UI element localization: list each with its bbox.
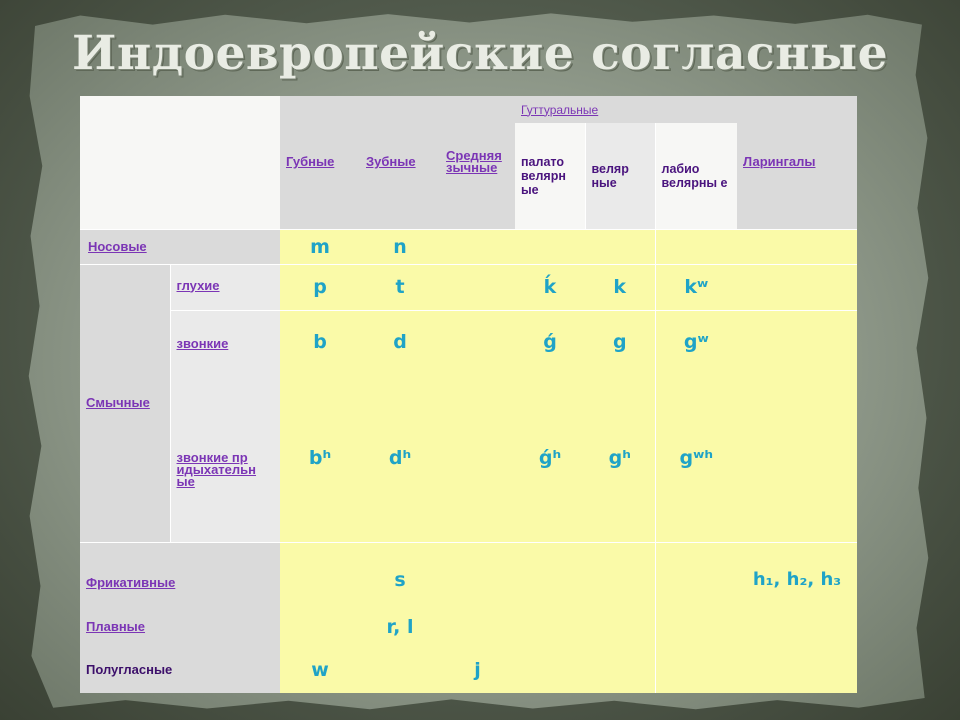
- header-labial[interactable]: Губные: [286, 154, 335, 170]
- header-guttural[interactable]: Гуттуральные: [521, 102, 599, 117]
- phoneme-cell: ḱ: [515, 264, 585, 310]
- phoneme-cell: dʰ: [360, 410, 440, 542]
- phoneme-cell: ǵ: [515, 310, 585, 410]
- consonant-table: [80, 96, 857, 693]
- header-palatovelar: палато велярн ые: [521, 154, 566, 197]
- row-label-aspirated[interactable]: звонкие пр идыхательн ые: [176, 450, 257, 489]
- phoneme-cell: gʷ: [655, 310, 737, 410]
- phoneme-cell: d: [360, 310, 440, 410]
- phoneme-cell: w: [280, 647, 360, 693]
- phoneme-cell: bʰ: [280, 410, 360, 542]
- phoneme-cell: ǵʰ: [515, 410, 585, 542]
- phoneme-cell: r, l: [360, 607, 440, 647]
- row-label-voiceless[interactable]: глухие: [176, 277, 220, 293]
- phoneme-cell: g: [585, 310, 655, 410]
- phoneme-cell: n: [360, 229, 440, 264]
- phoneme-cell: gʷʰ: [655, 410, 737, 542]
- phoneme-cell: t: [360, 264, 440, 310]
- row-label-voiced[interactable]: звонкие: [176, 335, 229, 351]
- phoneme-cell: gʰ: [585, 410, 655, 542]
- row-label-semivowel: Полугласные: [86, 662, 173, 677]
- row-label-liquid[interactable]: Плавные: [86, 619, 146, 634]
- phoneme-cell: b: [280, 310, 360, 410]
- phoneme-cell: p: [280, 264, 360, 310]
- row-label-fricative[interactable]: Фрикативные: [86, 575, 176, 591]
- corner-cell: [80, 96, 280, 229]
- slide-title: Индоевропейские согласные: [72, 26, 888, 81]
- header-dental[interactable]: Зубные: [366, 154, 416, 170]
- header-labiovelar: лабио велярны е: [661, 161, 728, 190]
- row-label-stops[interactable]: Смычные: [86, 395, 150, 410]
- phoneme-cell: j: [440, 647, 515, 693]
- header-laryngeal[interactable]: Ларингалы: [743, 154, 816, 170]
- phoneme-cell: h₁, h₂, h₃: [737, 542, 857, 607]
- phoneme-cell: s: [360, 542, 440, 607]
- row-label-nasal[interactable]: Носовые: [88, 238, 147, 254]
- phoneme-cell: k: [585, 264, 655, 310]
- phoneme-cell: kʷ: [655, 264, 737, 310]
- phoneme-cell: m: [280, 229, 360, 264]
- header-middle[interactable]: Средняя зычные: [446, 148, 502, 176]
- header-velar: веляр ные: [591, 161, 629, 190]
